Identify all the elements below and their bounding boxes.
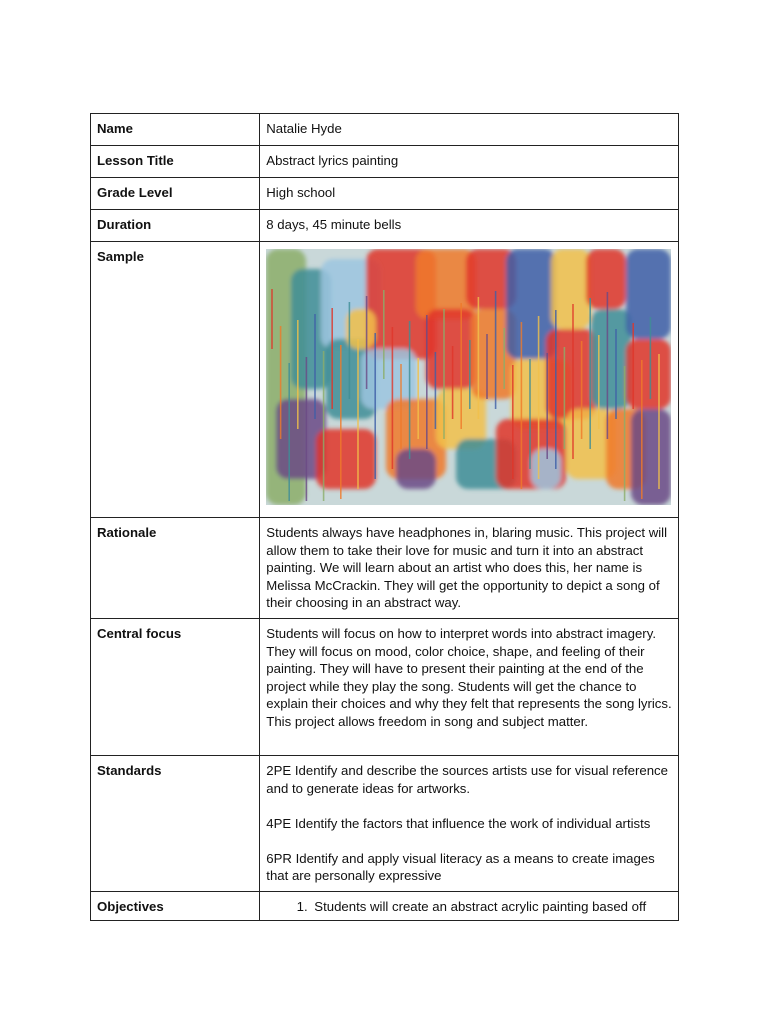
sample-row <box>91 242 679 518</box>
standards-cell <box>260 756 679 892</box>
duration-value: 8 days, 45 minute bells <box>260 210 679 242</box>
central-focus-row <box>91 619 679 756</box>
objectives-label: Objectives <box>91 892 260 921</box>
sample-painting-image <box>266 249 671 505</box>
name-row <box>91 114 679 146</box>
objectives-list <box>266 898 672 916</box>
standards-row <box>91 756 679 892</box>
sample-cell <box>260 242 679 518</box>
standard-item: 4PE Identify the factors that influence the work of individual artists <box>266 815 651 831</box>
duration-row <box>91 210 679 242</box>
rationale-row <box>91 518 679 619</box>
rationale-label: Rationale <box>91 518 260 619</box>
standards-label: Standards <box>91 756 260 892</box>
rationale-text: Students always have headphones in, blaring music. This project will allow them to take their love for music and turn it into an abstract painting. We will learn about an artist who does this, her name is Melissa McCrackin. They will get the opportunity to depict a song of their choosing in an abstract way. <box>260 518 679 619</box>
objective-item: 1. Students will create an abstract acrylic painting based off <box>311 898 672 916</box>
objectives-cell <box>260 892 679 921</box>
sample-label: Sample <box>91 242 260 518</box>
objectives-row <box>91 892 679 921</box>
name-value: Natalie Hyde <box>260 114 679 146</box>
lesson-title-label: Lesson Title <box>91 146 260 178</box>
central-focus-label: Central focus <box>91 619 260 756</box>
duration-label: Duration <box>91 210 260 242</box>
grade-level-label: Grade Level <box>91 178 260 210</box>
lesson-title-value: Abstract lyrics painting <box>260 146 679 178</box>
grade-level-row <box>91 178 679 210</box>
standard-item: 6PR Identify and apply visual literacy as a means to create images that are personally expressive <box>266 850 655 883</box>
standard-item: 2PE Identify and describe the sources artists use for visual reference and to generate ideas for artworks. <box>266 763 668 796</box>
grade-level-value: High school <box>260 178 679 210</box>
lesson-title-row <box>91 146 679 178</box>
lesson-plan-table <box>90 113 679 921</box>
name-label: Name <box>91 114 260 146</box>
central-focus-text: Students will focus on how to interpret words into abstract imagery. They will focus on mood, color choice, shape, and feeling of their painting. They will have to present their painting at the end of the project while they play the song. Students will get the chance to explain their choices and why they felt that represents the song lyrics. This project allows freedom in song and subject matter. <box>260 619 679 756</box>
